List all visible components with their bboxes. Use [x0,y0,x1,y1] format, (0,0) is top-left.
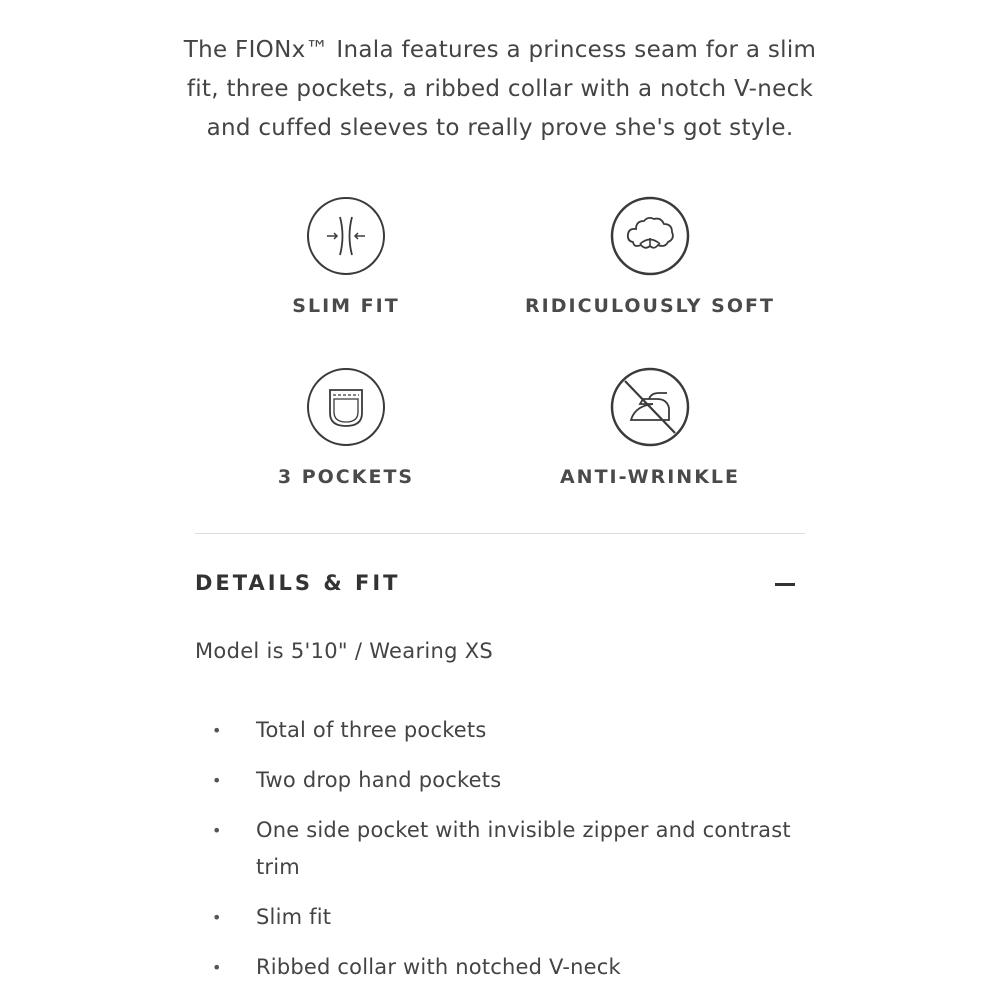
feature-grid [195,195,805,505]
feature-ridiculously-soft [510,195,790,317]
list-item: • Ribbed collar with notched V-neck [195,949,805,986]
product-description: The FIONx™ Inala features a princess seam for a slim fit, three pockets, a ribbed collar with a notch V-neck and cuffed sleeves to really prove she's got style. [183,37,817,141]
details-accordion-header[interactable] [195,565,805,605]
minus-icon[interactable] [775,583,795,586]
feature-label: ANTI-WRINKLE [559,466,741,488]
bullet-icon: • [212,908,222,927]
list-item: • Two drop hand pockets [195,762,805,799]
feature-label: SLIM FIT [292,295,400,317]
bullet-icon: • [212,821,222,840]
section-divider [195,533,805,534]
list-item: • Slim fit [195,899,805,936]
feature-label: RIDICULOUSLY SOFT [525,295,775,317]
details-list [195,712,805,999]
cotton-icon [609,195,691,277]
details-title: DETAILS & FIT [195,571,401,595]
bullet-icon: • [212,958,222,977]
slim-fit-icon [305,195,387,277]
list-item: • Total of three pockets [195,712,805,749]
feature-label: 3 POCKETS [277,466,415,488]
model-info: Model is 5'10" / Wearing XS [195,639,494,663]
bullet-icon: • [212,721,222,740]
no-iron-icon [609,366,691,448]
feature-3-pockets [206,366,486,488]
pocket-icon [305,366,387,448]
bullet-icon: • [212,771,222,790]
list-item: • One side pocket with invisible zipper and contrast trim [195,812,805,886]
feature-anti-wrinkle [510,366,790,488]
feature-slim-fit [206,195,486,317]
